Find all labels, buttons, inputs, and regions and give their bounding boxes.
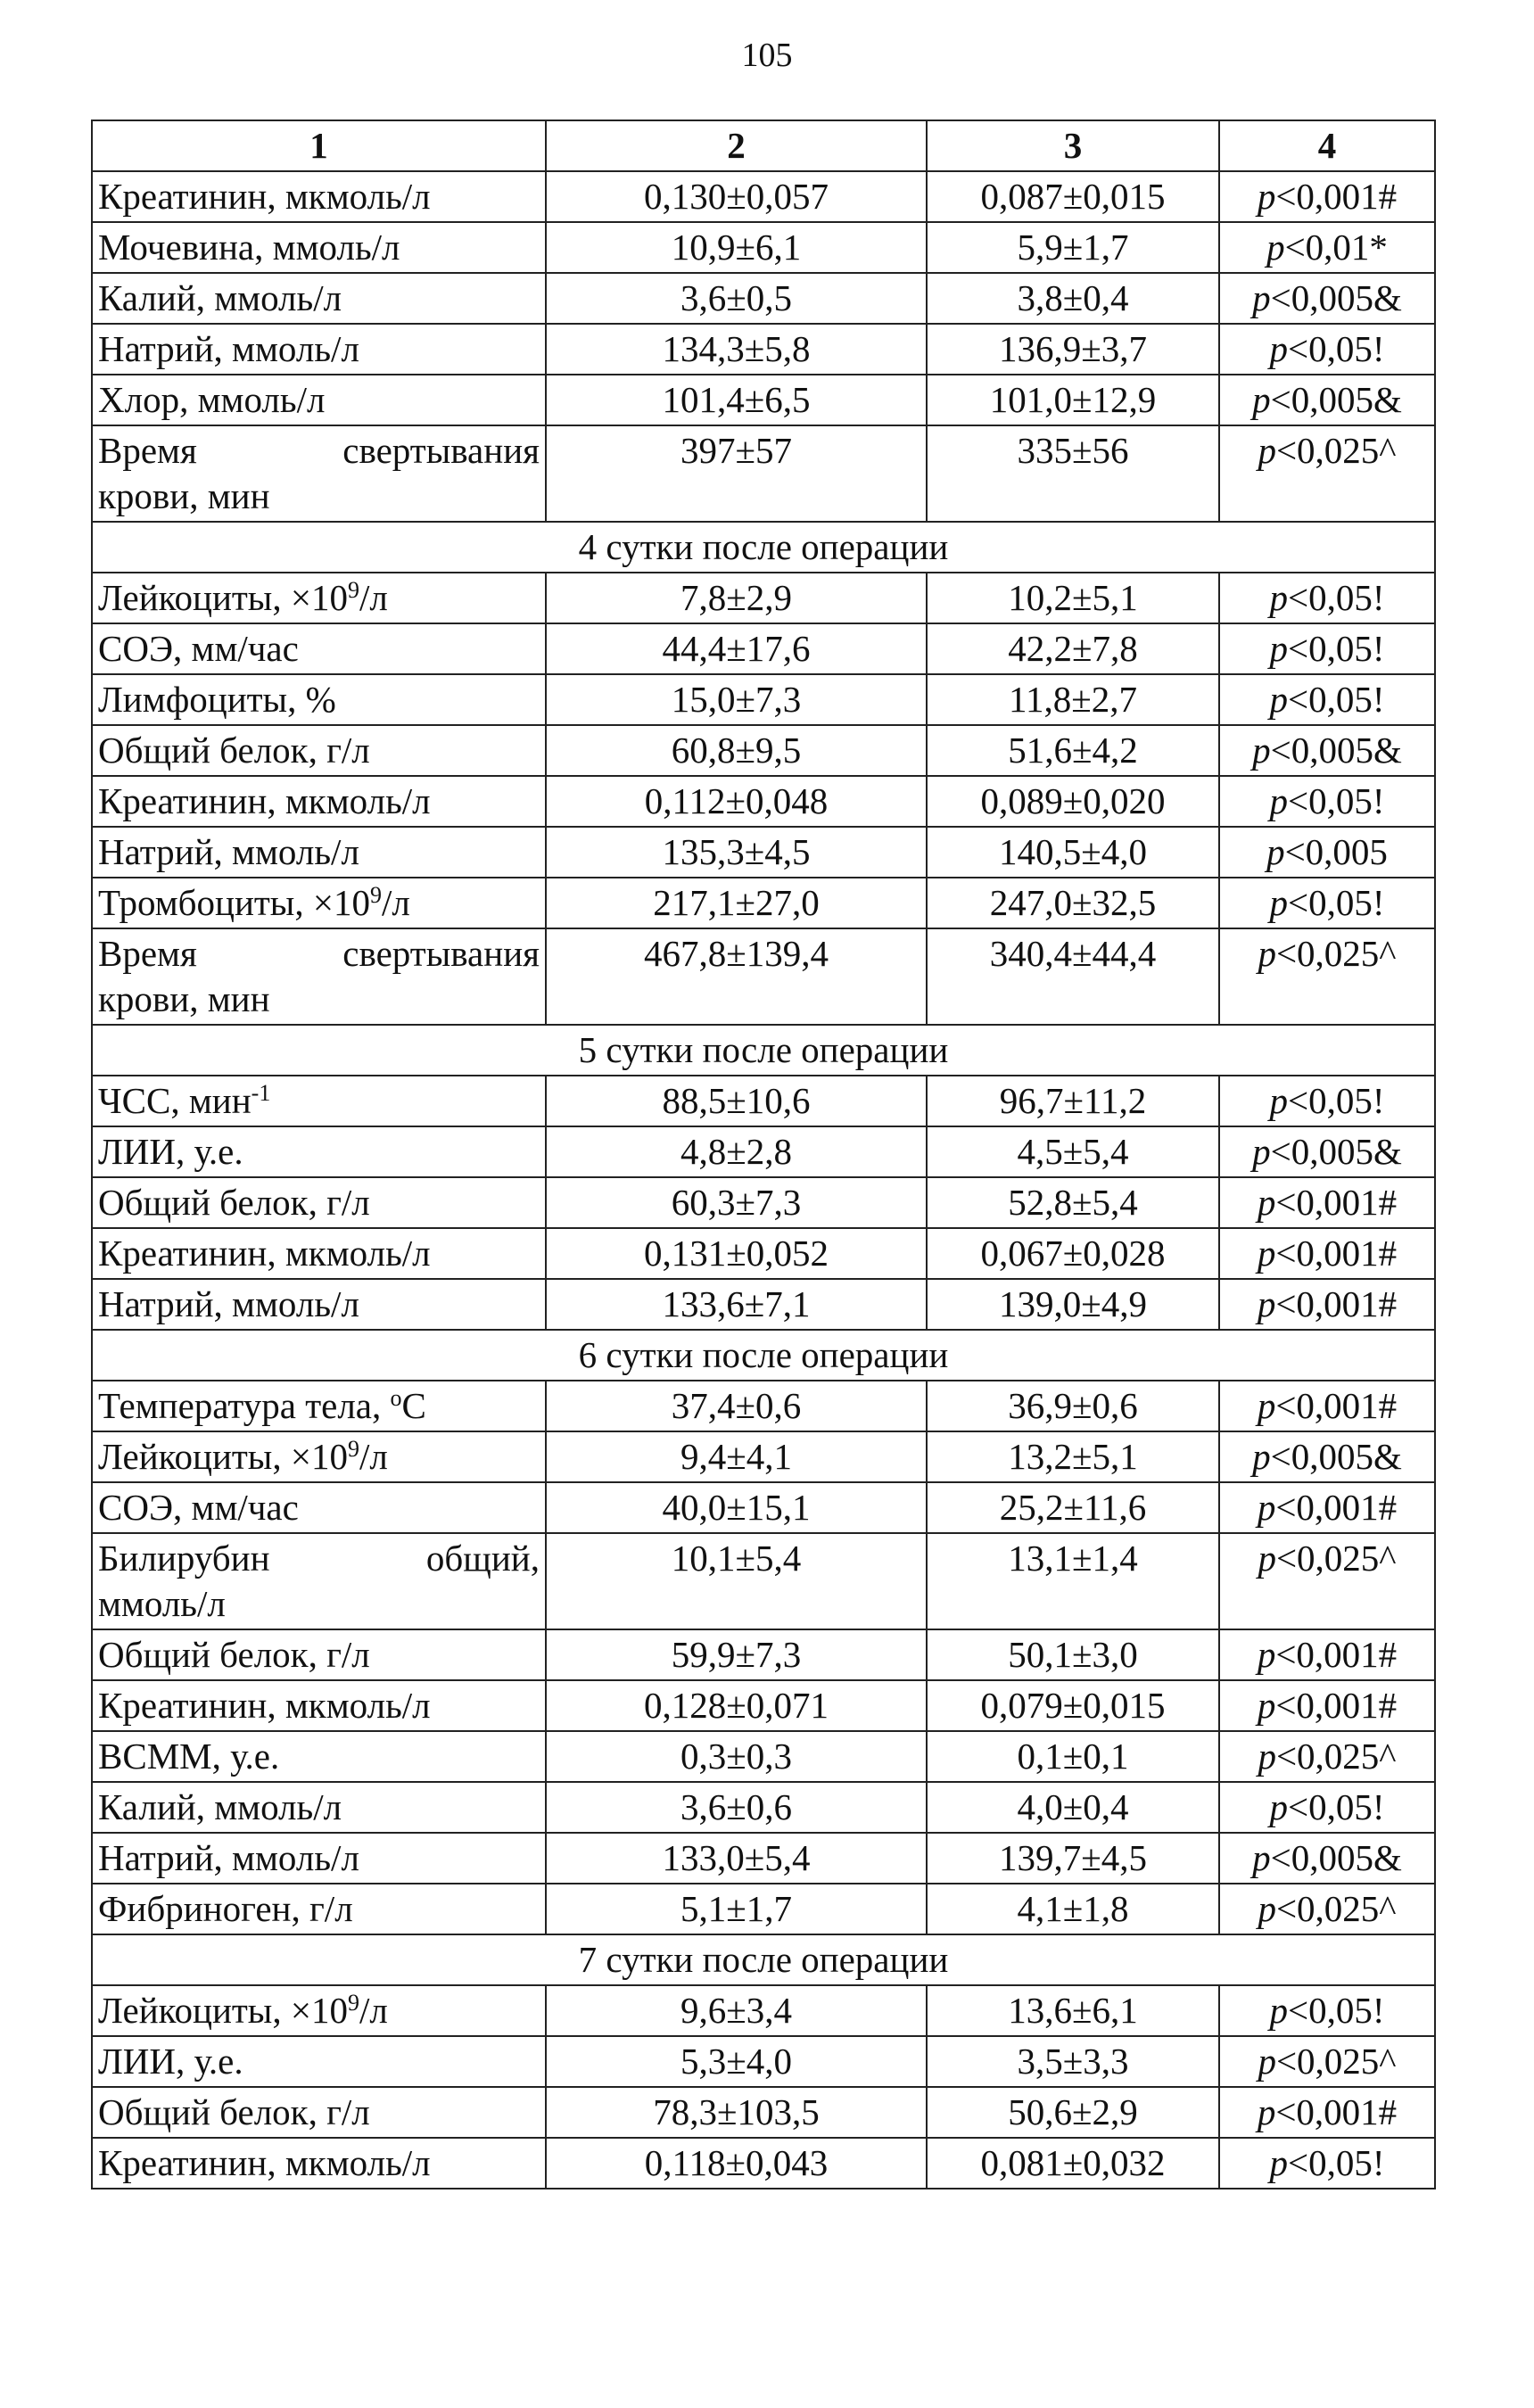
significance-cell	[1219, 878, 1435, 928]
group3-value: 101,0±12,9	[927, 375, 1219, 425]
table-row	[92, 1533, 1435, 1629]
p-value: p<0,05!	[1269, 1786, 1385, 1827]
section-title: 6 сутки после операции	[92, 1330, 1435, 1381]
group3-value: 96,7±11,2	[927, 1076, 1219, 1126]
p-value: p<0,05!	[1269, 679, 1385, 720]
table-row	[92, 1782, 1435, 1833]
table-row	[92, 878, 1435, 928]
p-value: p<0,025^	[1258, 430, 1397, 471]
p-value: p<0,05!	[1269, 882, 1385, 923]
parameter-name-cell	[92, 375, 546, 425]
parameter-name-cell	[92, 273, 546, 324]
significance-cell	[1219, 1629, 1435, 1680]
group2-value: 40,0±15,1	[546, 1482, 927, 1533]
significance-cell	[1219, 725, 1435, 776]
significance-cell	[1219, 1126, 1435, 1177]
table-row	[92, 2138, 1435, 2189]
group2-value: 5,3±4,0	[546, 2036, 927, 2087]
group3-value: 13,6±6,1	[927, 1985, 1219, 2036]
parameter-name-cell	[92, 1533, 546, 1629]
significance-cell	[1219, 1782, 1435, 1833]
parameter-name: ЧСС, мин	[98, 1080, 252, 1121]
parameter-name-cell	[92, 878, 546, 928]
group2-value: 9,6±3,4	[546, 1985, 927, 2036]
page-number: 105	[741, 37, 793, 74]
group2-value: 133,6±7,1	[546, 1279, 927, 1330]
p-value: p<0,001#	[1257, 1233, 1398, 1274]
significance-cell	[1219, 1482, 1435, 1533]
parameter-name: Натрий, ммоль/л	[98, 1283, 359, 1324]
group2-value: 133,0±5,4	[546, 1833, 927, 1884]
table-row	[92, 171, 1435, 222]
p-value: p<0,05!	[1269, 628, 1385, 669]
parameter-name: Натрий, ммоль/л	[98, 1837, 359, 1878]
parameter-superscript: -1	[251, 1080, 271, 1106]
group3-value: 0,079±0,015	[927, 1680, 1219, 1731]
significance-cell	[1219, 1533, 1435, 1629]
p-value: p<0,001#	[1257, 1385, 1398, 1426]
significance-cell	[1219, 674, 1435, 725]
table-row	[92, 375, 1435, 425]
table-row	[92, 1985, 1435, 2036]
group2-value: 60,3±7,3	[546, 1177, 927, 1228]
column-header: 4	[1219, 120, 1435, 171]
table-row	[92, 2036, 1435, 2087]
group3-value: 247,0±32,5	[927, 878, 1219, 928]
table-row	[92, 623, 1435, 674]
p-value: p<0,005&	[1252, 1131, 1402, 1172]
group2-value: 15,0±7,3	[546, 674, 927, 725]
parameter-name-part: общий,	[425, 1538, 540, 1579]
table-row	[92, 1228, 1435, 1279]
significance-cell	[1219, 222, 1435, 273]
parameter-name: ЛИИ, у.е.	[98, 2041, 243, 2082]
p-value: p<0,01*	[1266, 227, 1388, 268]
table-row	[92, 573, 1435, 623]
parameter-name: Натрий, ммоль/л	[98, 831, 359, 872]
group2-value: 217,1±27,0	[546, 878, 927, 928]
group3-value: 50,1±3,0	[927, 1629, 1219, 1680]
table-row	[92, 1731, 1435, 1782]
parameter-superscript: 9	[347, 1436, 359, 1462]
parameter-name: Общий белок, г/л	[98, 1182, 370, 1223]
parameter-name: ВСММ, у.е.	[98, 1736, 280, 1777]
group3-value: 3,8±0,4	[927, 273, 1219, 324]
results-table-body	[92, 120, 1435, 2189]
parameter-name: ЛИИ, у.е.	[98, 1131, 243, 1172]
results-table	[91, 120, 1436, 2189]
group3-value: 4,5±5,4	[927, 1126, 1219, 1177]
significance-cell	[1219, 1076, 1435, 1126]
p-value: p<0,025^	[1258, 1538, 1397, 1579]
table-row	[92, 222, 1435, 273]
p-value: p<0,001#	[1257, 1182, 1398, 1223]
significance-cell	[1219, 1228, 1435, 1279]
parameter-name-cell	[92, 2138, 546, 2189]
significance-cell	[1219, 273, 1435, 324]
group3-value: 51,6±4,2	[927, 725, 1219, 776]
parameter-name: Хлор, ммоль/л	[98, 379, 326, 420]
group2-value: 37,4±0,6	[546, 1381, 927, 1431]
p-value: p<0,001#	[1257, 1283, 1398, 1324]
significance-cell	[1219, 1833, 1435, 1884]
p-value: p<0,05!	[1269, 1990, 1385, 2031]
parameter-name-cell	[92, 1177, 546, 1228]
parameter-name: СОЭ, мм/час	[98, 628, 299, 669]
parameter-name: Общий белок, г/л	[98, 2091, 370, 2132]
group2-value: 0,131±0,052	[546, 1228, 927, 1279]
group2-value: 10,1±5,4	[546, 1533, 927, 1629]
parameter-unit-suffix: /л	[359, 577, 388, 618]
group3-value: 36,9±0,6	[927, 1381, 1219, 1431]
parameter-name-cell	[92, 2087, 546, 2138]
parameter-name: Лейкоциты, ×10	[98, 1436, 348, 1477]
parameter-superscript: 9	[369, 882, 382, 908]
group3-value: 13,2±5,1	[927, 1431, 1219, 1482]
parameter-name-cell	[92, 928, 546, 1025]
table-row	[92, 776, 1435, 827]
group2-value: 3,6±0,6	[546, 1782, 927, 1833]
p-value: p<0,05!	[1269, 1080, 1385, 1121]
significance-cell	[1219, 324, 1435, 375]
p-value: p<0,005&	[1252, 1837, 1402, 1878]
parameter-name: СОЭ, мм/час	[98, 1487, 299, 1528]
group2-value: 5,1±1,7	[546, 1884, 927, 1934]
group2-value: 134,3±5,8	[546, 324, 927, 375]
parameter-name-cell	[92, 324, 546, 375]
group3-value: 0,087±0,015	[927, 171, 1219, 222]
group2-value: 78,3±103,5	[546, 2087, 927, 2138]
significance-cell	[1219, 425, 1435, 522]
table-row	[92, 725, 1435, 776]
p-value: p<0,001#	[1257, 1634, 1398, 1675]
parameter-unit-suffix: C	[401, 1385, 426, 1426]
parameter-name: Тромбоциты, ×10	[98, 882, 370, 923]
parameter-name-cell	[92, 1884, 546, 1934]
group2-value: 60,8±9,5	[546, 725, 927, 776]
parameter-name: Креатинин, мкмоль/л	[98, 2142, 431, 2183]
significance-cell	[1219, 1985, 1435, 2036]
p-value: p<0,05!	[1269, 577, 1385, 618]
parameter-name-cell	[92, 725, 546, 776]
group3-value: 10,2±5,1	[927, 573, 1219, 623]
table-row	[92, 1431, 1435, 1482]
parameter-name-cell	[92, 1985, 546, 2036]
p-value: p<0,05!	[1269, 780, 1385, 821]
significance-cell	[1219, 375, 1435, 425]
parameter-name-part: крови, мин	[98, 475, 270, 516]
p-value: p<0,005&	[1252, 277, 1402, 318]
p-value: p<0,001#	[1257, 1487, 1398, 1528]
group2-value: 4,8±2,8	[546, 1126, 927, 1177]
parameter-name-line	[98, 931, 540, 977]
section-title: 5 сутки после операции	[92, 1025, 1435, 1076]
p-value: p<0,005&	[1252, 379, 1402, 420]
p-value: p<0,025^	[1258, 1888, 1397, 1929]
group3-value: 5,9±1,7	[927, 222, 1219, 273]
parameter-name-part: Время	[98, 933, 197, 974]
group3-value: 139,0±4,9	[927, 1279, 1219, 1330]
group3-value: 139,7±4,5	[927, 1833, 1219, 1884]
significance-cell	[1219, 171, 1435, 222]
table-row	[92, 1381, 1435, 1431]
parameter-name: Калий, ммоль/л	[98, 277, 342, 318]
section-title: 4 сутки после операции	[92, 522, 1435, 573]
parameter-name-cell	[92, 1629, 546, 1680]
parameter-name: Температура тела,	[98, 1385, 391, 1426]
parameter-name: Калий, ммоль/л	[98, 1786, 342, 1827]
parameter-name-cell	[92, 1680, 546, 1731]
parameter-name-part: крови, мин	[98, 978, 270, 1019]
group3-value: 340,4±44,4	[927, 928, 1219, 1025]
group3-value: 140,5±4,0	[927, 827, 1219, 878]
group3-value: 13,1±1,4	[927, 1533, 1219, 1629]
parameter-unit-suffix: /л	[359, 1990, 388, 2031]
parameter-name-cell	[92, 623, 546, 674]
section-row	[92, 1330, 1435, 1381]
group3-value: 25,2±11,6	[927, 1482, 1219, 1533]
parameter-name: Лимфоциты, %	[98, 679, 336, 720]
parameter-name-cell	[92, 776, 546, 827]
table-row	[92, 1680, 1435, 1731]
parameter-name-part: свертывания	[342, 430, 540, 471]
table-row	[92, 273, 1435, 324]
significance-cell	[1219, 2087, 1435, 2138]
parameter-name-cell	[92, 1482, 546, 1533]
p-value: p<0,05!	[1269, 328, 1385, 369]
parameter-name-cell	[92, 1782, 546, 1833]
group3-value: 50,6±2,9	[927, 2087, 1219, 2138]
parameter-name: Креатинин, мкмоль/л	[98, 780, 431, 821]
table-row	[92, 928, 1435, 1025]
parameter-name-cell	[92, 1833, 546, 1884]
significance-cell	[1219, 1680, 1435, 1731]
significance-cell	[1219, 573, 1435, 623]
parameter-name-cell	[92, 1126, 546, 1177]
parameter-name-cell	[92, 425, 546, 522]
group3-value: 136,9±3,7	[927, 324, 1219, 375]
parameter-unit-suffix: /л	[381, 882, 410, 923]
parameter-name: Креатинин, мкмоль/л	[98, 176, 431, 217]
parameter-name-cell	[92, 573, 546, 623]
significance-cell	[1219, 776, 1435, 827]
group3-value: 0,089±0,020	[927, 776, 1219, 827]
parameter-name-line	[98, 1536, 540, 1581]
parameter-name-line	[98, 428, 540, 474]
column-header: 2	[546, 120, 927, 171]
significance-cell	[1219, 2138, 1435, 2189]
table-row	[92, 1177, 1435, 1228]
significance-cell	[1219, 1279, 1435, 1330]
group2-value: 0,3±0,3	[546, 1731, 927, 1782]
group2-value: 44,4±17,6	[546, 623, 927, 674]
group2-value: 101,4±6,5	[546, 375, 927, 425]
table-row	[92, 674, 1435, 725]
parameter-name-cell	[92, 827, 546, 878]
table-row	[92, 324, 1435, 375]
p-value: p<0,005&	[1252, 730, 1402, 771]
parameter-name: Лейкоциты, ×10	[98, 577, 348, 618]
parameter-name-part: Билирубин	[98, 1538, 270, 1579]
p-value: p<0,001#	[1257, 176, 1398, 217]
p-value: p<0,025^	[1258, 2041, 1397, 2082]
p-value: p<0,005	[1266, 831, 1388, 872]
parameter-name-cell	[92, 171, 546, 222]
section-title: 7 сутки после операции	[92, 1934, 1435, 1985]
parameter-name-cell	[92, 1431, 546, 1482]
group2-value: 9,4±4,1	[546, 1431, 927, 1482]
group2-value: 0,118±0,043	[546, 2138, 927, 2189]
parameter-name: Общий белок, г/л	[98, 1634, 370, 1675]
significance-cell	[1219, 1884, 1435, 1934]
p-value: p<0,025^	[1258, 933, 1397, 974]
header-row	[92, 120, 1435, 171]
group3-value: 0,1±0,1	[927, 1731, 1219, 1782]
parameter-name: Креатинин, мкмоль/л	[98, 1233, 431, 1274]
group2-value: 7,8±2,9	[546, 573, 927, 623]
parameter-name-cell	[92, 222, 546, 273]
group3-value: 52,8±5,4	[927, 1177, 1219, 1228]
parameter-name: Мочевина, ммоль/л	[98, 227, 400, 268]
parameter-name: Фибриноген, г/л	[98, 1888, 353, 1929]
table-row	[92, 1279, 1435, 1330]
group2-value: 467,8±139,4	[546, 928, 927, 1025]
table-row	[92, 1833, 1435, 1884]
table-row	[92, 1076, 1435, 1126]
table-row	[92, 2087, 1435, 2138]
section-row	[92, 522, 1435, 573]
table-row	[92, 425, 1435, 522]
group2-value: 135,3±4,5	[546, 827, 927, 878]
section-row	[92, 1025, 1435, 1076]
significance-cell	[1219, 1731, 1435, 1782]
significance-cell	[1219, 1381, 1435, 1431]
significance-cell	[1219, 2036, 1435, 2087]
parameter-name-cell	[92, 1076, 546, 1126]
parameter-name: Натрий, ммоль/л	[98, 328, 359, 369]
significance-cell	[1219, 1177, 1435, 1228]
p-value: p<0,05!	[1269, 2142, 1385, 2183]
significance-cell	[1219, 623, 1435, 674]
significance-cell	[1219, 928, 1435, 1025]
group2-value: 0,112±0,048	[546, 776, 927, 827]
parameter-name: Лейкоциты, ×10	[98, 1990, 348, 2031]
group3-value: 11,8±2,7	[927, 674, 1219, 725]
p-value: p<0,005&	[1252, 1436, 1402, 1477]
group2-value: 88,5±10,6	[546, 1076, 927, 1126]
parameter-name-cell	[92, 674, 546, 725]
group3-value: 4,0±0,4	[927, 1782, 1219, 1833]
group2-value: 3,6±0,5	[546, 273, 927, 324]
group3-value: 0,067±0,028	[927, 1228, 1219, 1279]
group2-value: 0,128±0,071	[546, 1680, 927, 1731]
p-value: p<0,001#	[1257, 2091, 1398, 2132]
parameter-name: Креатинин, мкмоль/л	[98, 1685, 431, 1726]
group2-value: 397±57	[546, 425, 927, 522]
parameter-name-part: свертывания	[342, 933, 540, 974]
parameter-name-cell	[92, 1279, 546, 1330]
parameter-name-cell	[92, 1731, 546, 1782]
column-header: 3	[927, 120, 1219, 171]
group2-value: 59,9±7,3	[546, 1629, 927, 1680]
significance-cell	[1219, 1431, 1435, 1482]
parameter-name-part: ммоль/л	[98, 1583, 226, 1624]
p-value: p<0,001#	[1257, 1685, 1398, 1726]
group3-value: 4,1±1,8	[927, 1884, 1219, 1934]
parameter-name-cell	[92, 1381, 546, 1431]
parameter-superscript: 9	[347, 1990, 359, 2016]
group2-value: 10,9±6,1	[546, 222, 927, 273]
section-row	[92, 1934, 1435, 1985]
column-header: 1	[92, 120, 546, 171]
significance-cell	[1219, 827, 1435, 878]
parameter-unit-suffix: /л	[359, 1436, 388, 1477]
table-row	[92, 1126, 1435, 1177]
parameter-name: Общий белок, г/л	[98, 730, 370, 771]
group3-value: 42,2±7,8	[927, 623, 1219, 674]
group3-value: 3,5±3,3	[927, 2036, 1219, 2087]
parameter-superscript: o	[390, 1385, 402, 1411]
parameter-superscript: 9	[347, 577, 359, 603]
parameter-name-cell	[92, 1228, 546, 1279]
parameter-name-cell	[92, 2036, 546, 2087]
p-value: p<0,025^	[1258, 1736, 1397, 1777]
table-row	[92, 827, 1435, 878]
table-row	[92, 1629, 1435, 1680]
table-row	[92, 1884, 1435, 1934]
parameter-name-part: Время	[98, 430, 197, 471]
table-row	[92, 1482, 1435, 1533]
group2-value: 0,130±0,057	[546, 171, 927, 222]
group3-value: 0,081±0,032	[927, 2138, 1219, 2189]
group3-value: 335±56	[927, 425, 1219, 522]
